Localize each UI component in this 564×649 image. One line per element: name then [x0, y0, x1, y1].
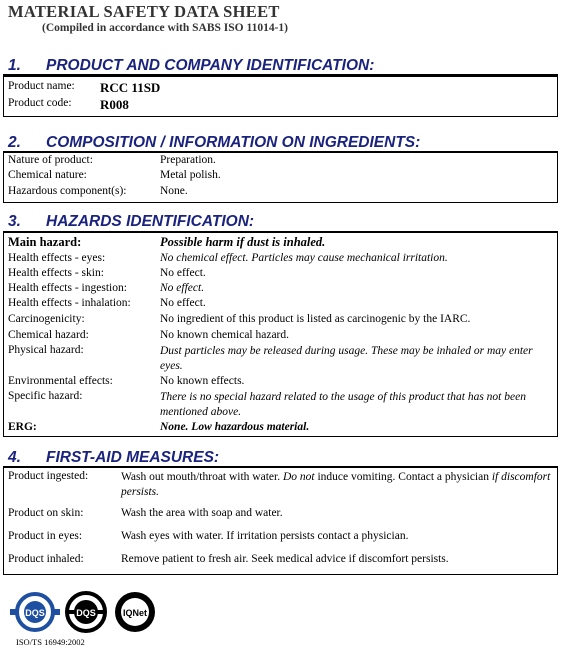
row-value: No effect. — [160, 267, 206, 279]
row-label: Product inhaled: — [8, 553, 84, 565]
main-hazard-value: Possible harm if dust is inhaled. — [160, 235, 326, 249]
row-label: Health effects - ingestion: — [8, 282, 127, 294]
section-1-box — [3, 76, 558, 117]
iqnet-logo — [115, 592, 155, 632]
section-2-title: COMPOSITION / INFORMATION ON INGREDIENTS: — [46, 134, 421, 151]
row-value: Metal polish. — [160, 169, 221, 181]
document-subtitle: (Compiled in accordance with SABS ISO 11014-1) — [42, 22, 288, 34]
row-value-emphasis: if discomfort persists. — [121, 471, 551, 498]
row-label: Chemical hazard: — [8, 329, 89, 341]
row-label: Product ingested: — [8, 470, 89, 482]
row-value: No known chemical hazard. — [160, 329, 290, 341]
dqs-logo-blue-text: DQS — [25, 608, 45, 618]
dqs-logo-black — [66, 593, 106, 631]
row-value: No chemical effect. Particles may cause mechanical irritation. — [160, 252, 448, 264]
row-label: Health effects - eyes: — [8, 252, 106, 264]
row-value: None. — [160, 185, 188, 197]
row-label: Health effects - skin: — [8, 267, 104, 279]
row-value: Dust particles may be released during usage. These may be inhaled or may enter eyes. — [160, 345, 533, 372]
table-row — [4, 470, 557, 502]
row-value: Preparation. — [160, 154, 216, 166]
certification-logos — [10, 589, 170, 640]
row-label: Product code: — [8, 97, 72, 109]
section-4-number: 4. — [8, 449, 21, 466]
section-4-box — [3, 468, 558, 575]
section-2-box — [3, 153, 558, 203]
row-label: ERG: — [8, 421, 37, 433]
section-3-title: HAZARDS IDENTIFICATION: — [46, 213, 255, 230]
row-value: There is no special hazard related to the usage of this product that has not been mentioned above. — [160, 391, 526, 418]
product-code-value: R008 — [100, 97, 129, 112]
row-label: Physical hazard: — [8, 344, 84, 356]
row-value: Remove patient to fresh air. Seek medical advice if discomfort persists. — [121, 553, 449, 565]
row-value — [121, 470, 554, 500]
section-1-heading — [8, 57, 374, 75]
section-2-number: 2. — [8, 134, 21, 151]
row-label: Health effects - inhalation: — [8, 297, 131, 309]
product-name-value: RCC 11SD — [100, 80, 161, 95]
row-label: Product name: — [8, 80, 75, 92]
section-3-number: 3. — [8, 213, 21, 230]
iqnet-logo-text: IQNet — [122, 608, 148, 618]
row-label: Nature of product: — [8, 154, 93, 166]
certification-logos-svg — [10, 589, 170, 635]
section-2-heading — [8, 134, 420, 152]
table-row — [4, 344, 557, 376]
row-value: Wash eyes with water. If irritation persists contact a physician. — [121, 530, 409, 542]
row-label: Main hazard: — [8, 235, 82, 249]
row-value: No effect. — [160, 282, 205, 294]
row-label: Specific hazard: — [8, 390, 83, 402]
section-4-heading — [8, 449, 219, 467]
row-value: No ingredient of this product is listed as carcinogenic by the IARC. — [160, 313, 471, 325]
row-label: Carcinogenicity: — [8, 313, 85, 325]
dqs-logo-blue — [10, 594, 60, 630]
row-label: Product in eyes: — [8, 530, 83, 542]
section-4-title: FIRST-AID MEASURES: — [46, 449, 220, 466]
section-3-heading — [8, 213, 254, 231]
row-value-part: induce vomiting. Contact a physician — [314, 471, 492, 483]
row-value-emphasis: Do not — [282, 471, 315, 483]
iso-certification-text: ISO/TS 16949:2002 — [16, 637, 85, 647]
table-row — [4, 390, 557, 422]
row-label: Chemical nature: — [8, 169, 87, 181]
row-value: No effect. — [160, 297, 206, 309]
row-value: None. Low hazardous material. — [160, 421, 310, 433]
row-value-part: Wash out mouth/throat with water. — [121, 471, 283, 483]
section-3-box — [3, 233, 558, 437]
dqs-logo-black-text: DQS — [76, 608, 96, 618]
section-1-number: 1. — [8, 57, 21, 74]
row-label: Hazardous component(s): — [8, 185, 127, 197]
row-label: Environmental effects: — [8, 375, 113, 387]
section-1-title: PRODUCT AND COMPANY IDENTIFICATION: — [46, 57, 375, 74]
row-label: Product on skin: — [8, 507, 84, 519]
document-title: MATERIAL SAFETY DATA SHEET — [8, 2, 280, 21]
row-value: No known effects. — [160, 375, 245, 387]
row-value: Wash the area with soap and water. — [121, 507, 283, 519]
